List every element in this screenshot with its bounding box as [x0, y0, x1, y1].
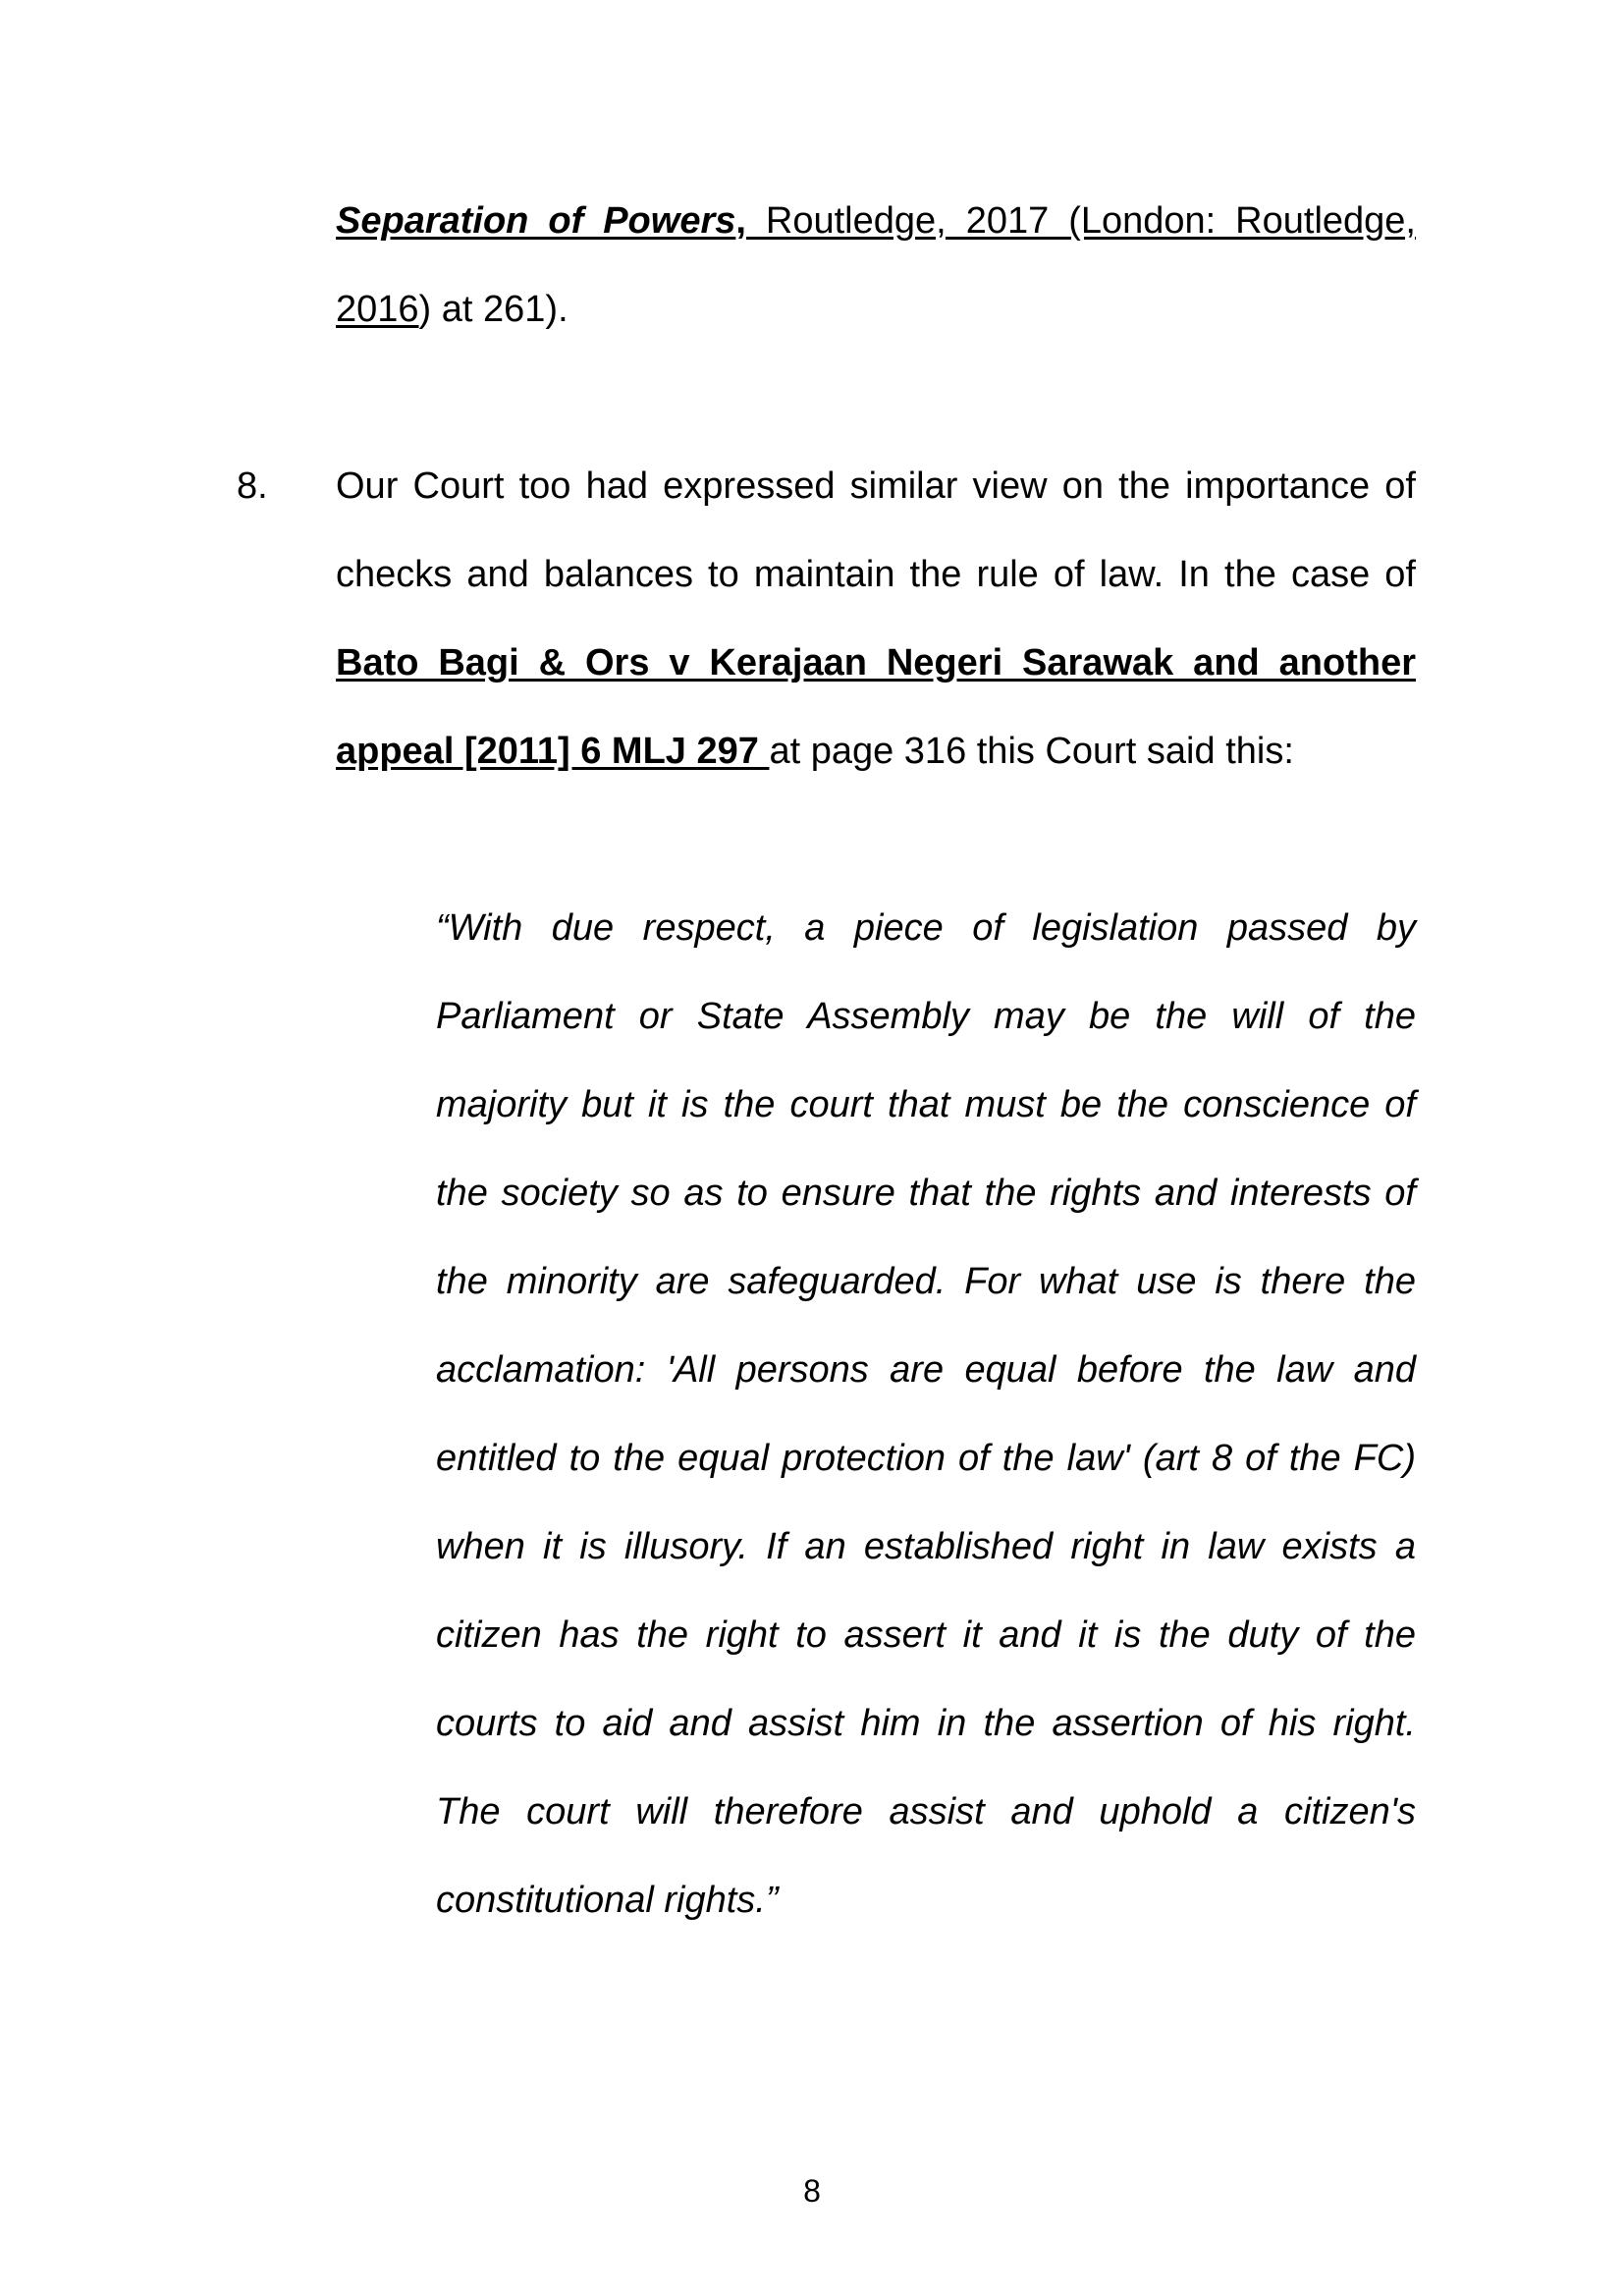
book-title-comma: ,	[735, 200, 746, 242]
quote-line: The court will therefore assist and uphold a citizen's	[436, 1791, 1416, 1832]
book-title: Separation of Powers	[336, 200, 736, 242]
paragraph-8-line-1: Our Court too had expressed similar view on the importance of	[336, 465, 1416, 507]
quote-line: courts to aid and assist him in the assertion of his right.	[436, 1703, 1416, 1744]
citation-year: 2016	[336, 289, 419, 330]
quote-line: Parliament or State Assembly may be the will of the	[436, 996, 1416, 1037]
page-number: 8	[803, 2173, 821, 2209]
quote-line: when it is illusory. If an established right in law exists a	[436, 1526, 1416, 1567]
citation-page-ref: ) at 261).	[418, 289, 568, 330]
publisher-text: Routledge, 2017 (London: Routledge,	[745, 200, 1416, 242]
paragraph-number: 8.	[237, 465, 268, 507]
quote-line: citizen has the right to assert it and it is the duty of the	[436, 1614, 1416, 1656]
paragraph-8-line-2: checks and balances to maintain the rule of law. In the case of	[336, 554, 1416, 595]
quote-line: constitutional rights.”	[436, 1880, 779, 1921]
quote-line: the minority are safeguarded. For what use is there the	[436, 1261, 1416, 1302]
case-citation-line-1: Bato Bagi & Ors v Kerajaan Negeri Sarawak and another	[336, 642, 1416, 683]
quote-line: entitled to the equal protection of the law' (art 8 of the FC)	[436, 1438, 1416, 1479]
citation-line-1	[336, 198, 1416, 244]
page-reference-text: at page 316 this Court said this:	[769, 731, 1294, 772]
quote-line: acclamation: 'All persons are equal before the law and	[436, 1349, 1416, 1391]
citation-line-2	[336, 287, 1416, 332]
quote-line: the society so as to ensure that the rights and interests of	[436, 1173, 1416, 1214]
paragraph-8-line-4	[336, 729, 1416, 774]
case-citation-line-2: appeal [2011] 6 MLJ 297	[336, 731, 770, 772]
quote-line: majority but it is the court that must be the conscience of	[436, 1084, 1416, 1125]
quote-line: “With due respect, a piece of legislation passed by	[436, 907, 1416, 949]
